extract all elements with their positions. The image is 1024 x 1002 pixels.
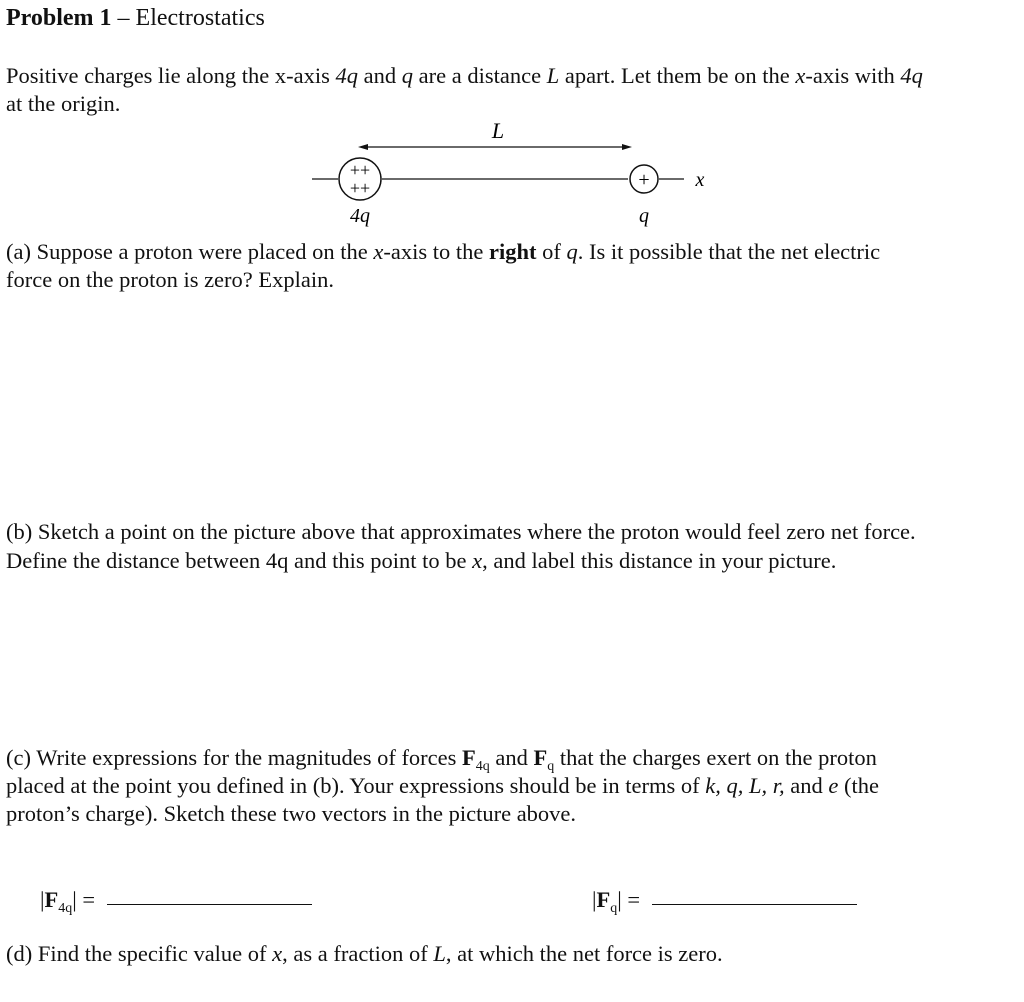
part-c-line-2: placed at the point you defined in (b). Your expressions should be in terms of k, q, L, r, and e (the <box>6 773 880 798</box>
axis-label: x <box>695 169 705 191</box>
fq-answer: $|F_q|$ = <box>592 886 857 918</box>
fq-answer-blank[interactable] <box>652 903 857 905</box>
intro-line-1: Positive charges lie along the x-axis 4q and q are a distance L apart. Let them be on the x-axis with 4q <box>6 63 923 88</box>
charge-4q-signs-top: ++ <box>349 160 371 180</box>
problem-number: Problem 1 <box>6 5 112 31</box>
part-b-line-2: Define the distance between 4q and this point to be x, and label this distance in your picture. <box>6 548 837 573</box>
f4q-answer: $|F_{4q}|$ = <box>40 886 312 918</box>
charge-4q-signs-bottom: ++ <box>349 178 371 198</box>
charge-4q-label: 4q <box>350 205 370 227</box>
intro-line-2: at the origin. <box>6 91 121 116</box>
part-d-line: (d) Find the specific value of x, as a fraction of L, at which the net force is zero. <box>6 941 723 966</box>
part-a-line-1: (a) Suppose a proton were placed on the x-axis to the right of q. Is it possible that the net electric <box>6 239 881 264</box>
part-c-line-3: proton’s charge). Sketch these two vectors in the picture above. <box>6 801 577 826</box>
distance-arrow <box>358 144 632 150</box>
part-a-line-2: force on the proton is zero? Explain. <box>6 267 335 292</box>
charge-q-label: q <box>639 205 649 227</box>
part-c-line-1: (c) Write expressions for the magnitudes of forces $F_{4q}$ and $F_q$ that the charges exert on the proton <box>6 745 877 774</box>
f4q-answer-blank[interactable] <box>107 903 312 905</box>
problem-title <box>6 4 265 32</box>
charge-4q <box>339 158 381 200</box>
part-b-line-1: (b) Sketch a point on the picture above that approximates where the proton would feel zero net force. <box>6 519 916 544</box>
charge-diagram <box>300 112 720 232</box>
problem-topic: – Electrostatics <box>111 5 265 31</box>
charge-q-sign: + <box>638 169 650 191</box>
distance-label: L <box>491 118 505 143</box>
charge-q <box>630 165 658 193</box>
